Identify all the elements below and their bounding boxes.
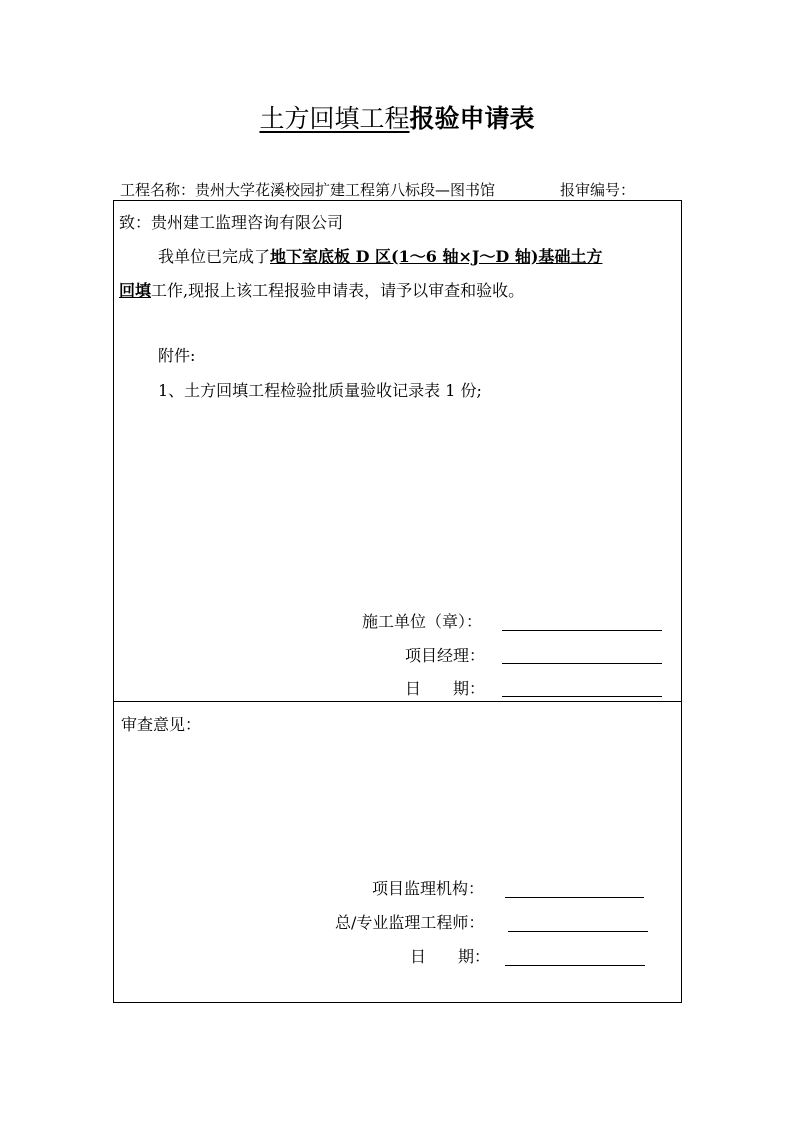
supervision-org-label: 项目监理机构：: [372, 879, 485, 898]
contractor-signature-line[interactable]: [502, 630, 662, 631]
review-date-label: 日 期：: [410, 947, 491, 966]
title-part-1: 土方回填工程: [259, 104, 410, 133]
attachments-label: 附件:: [158, 346, 196, 365]
project-name-row: [120, 180, 495, 200]
project-name: 贵州大学花溪校园扩建工程第八标段—图书馆: [195, 181, 496, 199]
application-line-1: [158, 246, 602, 268]
addressee: 致：贵州建工监理咨询有限公司: [119, 213, 344, 232]
supervision-org-signature-line[interactable]: [505, 897, 644, 898]
work-item-part-2: 回填: [119, 281, 152, 300]
line2-suffix: 工作,现报上该工程报验申请表，请予以审查和验收。: [151, 281, 525, 300]
application-date-label: 日 期：: [405, 679, 486, 698]
attachment-item-1: 1、土方回填工程检验批质量验收记录表 1 份;: [158, 381, 482, 400]
review-opinion-label: 审查意见：: [121, 715, 202, 734]
project-manager-signature-line[interactable]: [502, 663, 662, 664]
line1-prefix: 我单位已完成了: [158, 247, 271, 266]
report-number-label: 报审编号：: [560, 181, 636, 199]
project-label: 工程名称：: [120, 181, 196, 199]
application-date-line[interactable]: [502, 696, 662, 697]
contractor-label: 施工单位（章）：: [362, 612, 483, 631]
title-part-2: 报验申请表: [409, 104, 535, 133]
project-manager-label: 项目经理：: [405, 646, 486, 665]
review-date-line[interactable]: [505, 965, 645, 966]
work-item-part-1: 地下室底板 D 区(1～6 轴×J～D 轴)基础土方: [270, 247, 603, 266]
supervising-engineer-signature-line[interactable]: [508, 931, 648, 932]
review-section: [113, 701, 682, 1003]
supervising-engineer-label: 总/专业监理工程师：: [335, 913, 485, 932]
application-line-2: [119, 280, 524, 302]
document-title: [0, 102, 794, 136]
